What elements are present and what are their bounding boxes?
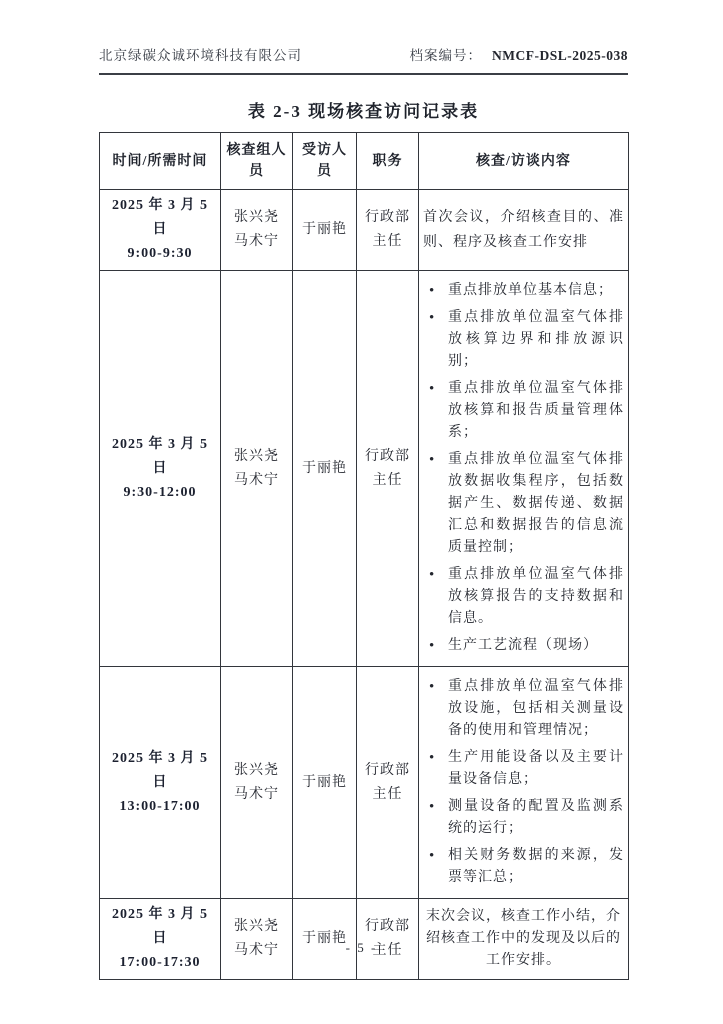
time-cell bbox=[100, 271, 221, 667]
archive-number bbox=[410, 44, 629, 64]
bullet-item: • 重点排放单位温室气体排放核算边界和排放源识别； bbox=[423, 307, 624, 373]
table-header-row bbox=[100, 133, 629, 190]
col-header-interviewee: 受访人员 bbox=[293, 133, 357, 190]
time-date: 2025 年 3 月 5 日 bbox=[112, 198, 208, 237]
team-member: 马术宁 bbox=[234, 472, 279, 488]
time-range: 9:00-9:30 bbox=[127, 246, 193, 261]
time-range: 9:30-12:00 bbox=[123, 484, 197, 500]
position-cell: 行政部主任 bbox=[357, 190, 419, 271]
time-cell bbox=[100, 667, 221, 899]
content-bullet-list bbox=[423, 676, 624, 889]
interviewee-cell: 于丽艳 bbox=[293, 271, 357, 667]
interviewee-cell: 于丽艳 bbox=[293, 667, 357, 899]
archive-value: NMCF-DSL-2025-038 bbox=[492, 48, 628, 63]
archive-label: 档案编号： bbox=[409, 48, 482, 63]
team-member: 张兴尧 bbox=[234, 919, 279, 934]
bullet-item: • 重点排放单位温室气体排放核算和报告质量管理体系； bbox=[423, 378, 624, 444]
table-row bbox=[100, 271, 629, 667]
content-cell bbox=[419, 271, 629, 667]
content-bullet-list bbox=[423, 280, 624, 657]
interviewee-cell: 于丽艳 bbox=[293, 899, 357, 980]
running-header bbox=[99, 44, 628, 75]
table-title: 表 2-3 现场核查访问记录表 bbox=[247, 102, 480, 121]
interviewee-cell: 于丽艳 bbox=[293, 190, 357, 271]
team-cell bbox=[221, 190, 293, 271]
bullet-item: • 重点排放单位基本信息； bbox=[423, 280, 624, 302]
position-cell: 行政部主任 bbox=[357, 899, 419, 980]
team-member: 马术宁 bbox=[234, 786, 279, 802]
col-header-team: 核查组人员 bbox=[221, 133, 293, 190]
team-member: 张兴尧 bbox=[234, 210, 279, 225]
time-cell bbox=[100, 899, 221, 980]
bullet-item: • 重点排放单位温室气体排放设施，包括相关测量设备的使用和管理情况； bbox=[423, 676, 624, 742]
bullet-item: • 重点排放单位温室气体排放数据收集程序，包括数据产生、数据传递、数据汇总和数据报告的信息流质量控制； bbox=[423, 449, 624, 559]
bullet-item: • 相关财务数据的来源，发票等汇总； bbox=[423, 845, 624, 889]
team-cell bbox=[221, 899, 293, 980]
team-member: 张兴尧 bbox=[234, 762, 279, 778]
time-date: 2025 年 3 月 5 日 bbox=[112, 907, 208, 946]
table-row bbox=[100, 190, 629, 271]
position-cell: 行政部主任 bbox=[357, 667, 419, 899]
bullet-item: • 生产用能设备以及主要计量设备信息； bbox=[423, 747, 624, 791]
col-header-position: 职务 bbox=[357, 133, 419, 190]
time-cell bbox=[100, 190, 221, 271]
team-member: 马术宁 bbox=[234, 234, 279, 249]
time-range: 13:00-17:00 bbox=[119, 798, 201, 814]
team-cell bbox=[221, 667, 293, 899]
page-number: - 5 - bbox=[345, 940, 378, 955]
position-cell: 行政部主任 bbox=[357, 271, 419, 667]
table-row bbox=[100, 667, 629, 899]
content-cell: 首次会议，介绍核查目的、准则、程序及核查工作安排 bbox=[419, 190, 629, 271]
col-header-time: 时间/所需时间 bbox=[100, 133, 221, 190]
visit-record-table bbox=[99, 132, 629, 980]
content-cell bbox=[419, 667, 629, 899]
team-cell bbox=[221, 271, 293, 667]
table-row bbox=[100, 899, 629, 980]
time-range: 17:00-17:30 bbox=[119, 955, 201, 970]
time-date: 2025 年 3 月 5 日 bbox=[112, 436, 208, 476]
bullet-item: • 重点排放单位温室气体排放核算报告的支持数据和信息。 bbox=[423, 564, 624, 630]
bullet-item: • 生产工艺流程（现场） bbox=[423, 635, 624, 657]
team-member: 张兴尧 bbox=[234, 448, 279, 464]
content-cell: 末次会议，核查工作小结，介绍核查工作中的发现及以后的工作安排。 bbox=[419, 899, 629, 980]
time-date: 2025 年 3 月 5 日 bbox=[112, 750, 208, 790]
bullet-item: • 测量设备的配置及监测系统的运行； bbox=[423, 796, 624, 840]
col-header-content: 核查/访谈内容 bbox=[419, 133, 629, 190]
team-member: 马术宁 bbox=[234, 943, 279, 958]
company-name: 北京绿碳众诚环境科技有限公司 bbox=[99, 48, 302, 63]
